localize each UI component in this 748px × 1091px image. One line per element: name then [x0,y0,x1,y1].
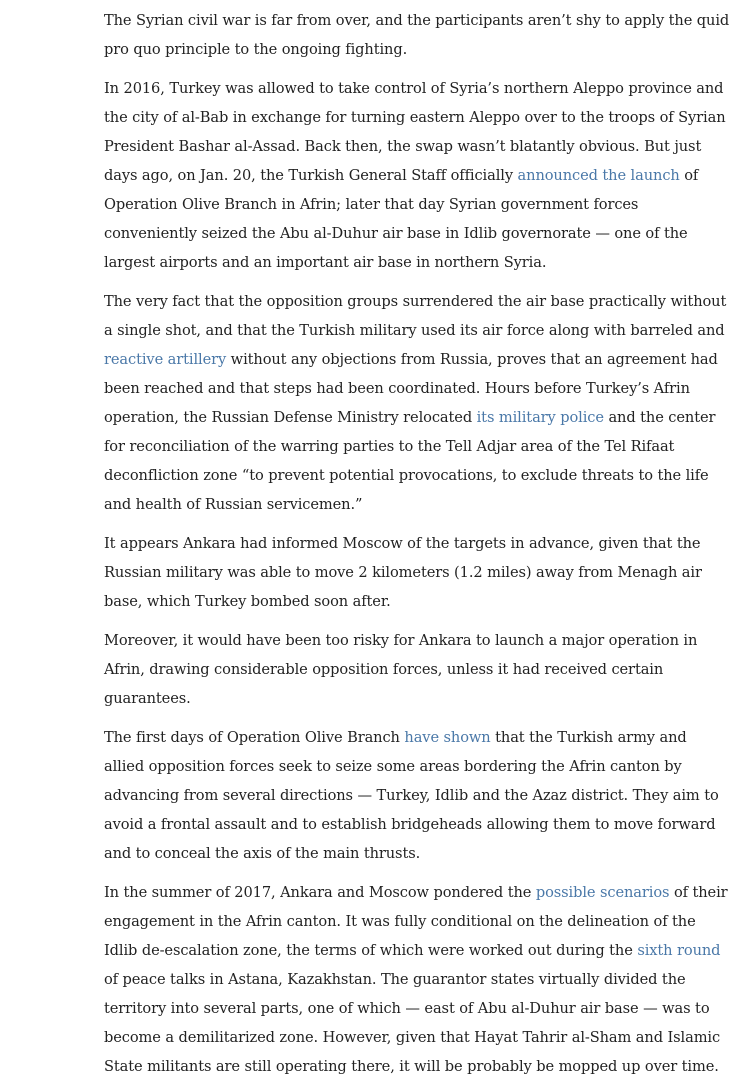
paragraph-text: The Syrian civil war is far from over, and the participants aren’t shy to apply the quid pro quo principle to the ongoing fighting. [104,12,730,58]
paragraph-text: without any objections from Russia, proves that an agreement had been reached and that steps had been coordinated. Hours before Turkey’s Afrin operation, the Russian Defense Ministry relocated [104,351,718,426]
paragraph-text: It appears Ankara had informed Moscow of the targets in advance, given that the Russian military was able to move 2 kilometers (1.2 miles) away from Menagh air base, which Turkey bombed soon after. [104,535,702,610]
link-announced-the-launch[interactable]: announced the launch [517,167,680,184]
paragraph-text: The very fact that the opposition groups surrendered the air base practically without a single shot, and that the Turkish military used its air force along with barreled and [104,293,727,339]
paragraph-text: of their engagement in the Afrin canton. It was fully conditional on the delineation of the Idlib de-escalation zone, the terms of which were worked out during the [104,884,728,959]
link-reactive-artillery[interactable]: reactive artillery [104,351,227,368]
paragraph-text: The first days of Operation Olive Branch [104,729,405,746]
paragraph-text: In 2016, Turkey was allowed to take control of Syria’s northern Aleppo province and the city of al-Bab in exchange for turning eastern Aleppo over to the troops of Syrian President Bashar al-Assad. Back then, the swap wasn’t blatantly obvious. But just days ago, on Jan. 20, the Turkish General Staff officially [104,80,726,184]
paragraph-text: and the center for reconciliation of the warring parties to the Tell Adjar area of the Tel Rifaat deconfliction zone “to prevent potential provocations, to exclude threats to the life and health of Russian servicemen.” [104,409,716,513]
paragraph-text: Moreover, it would have been too risky for Ankara to launch a major operation in Afrin, drawing considerable opposition forces, unless it had received certain guarantees. [104,632,698,707]
article-body [104,6,730,1091]
paragraph [104,6,730,64]
paragraph-text: of peace talks in Astana, Kazakhstan. The guarantor states virtually divided the territory into several parts, one of which — east of Abu al-Duhur air base — was to become a demilitarized zone. However, given that Hayat Tahrir al-Sham and Islamic State militants are still operating there, it will be probably be mopped up over time. [104,971,721,1075]
paragraph [104,878,730,1081]
link-sixth-round[interactable]: sixth round [637,942,721,959]
link-have-shown[interactable]: have shown [404,729,491,746]
paragraph [104,626,730,713]
paragraph [104,723,730,868]
link-its-military-police[interactable]: its military police [476,409,604,426]
paragraph [104,287,730,519]
paragraph-text: that the Turkish army and allied opposition forces seek to seize some areas bordering the Afrin canton by advancing from several directions — Turkey, Idlib and the Azaz district. They aim to avoid a frontal assault and to establish bridgeheads allowing them to move forward and to conceal the axis of the main thrusts. [104,729,719,862]
paragraph [104,74,730,277]
paragraph-text: In the summer of 2017, Ankara and Moscow pondered the [104,884,536,901]
paragraph [104,529,730,616]
paragraph-text: of Operation Olive Branch in Afrin; later that day Syrian government forces conveniently seized the Abu al-Duhur air base in Idlib governorate — one of the largest airports and an important air base in northern Syria. [104,167,699,271]
link-possible-scenarios[interactable]: possible scenarios [535,884,670,901]
